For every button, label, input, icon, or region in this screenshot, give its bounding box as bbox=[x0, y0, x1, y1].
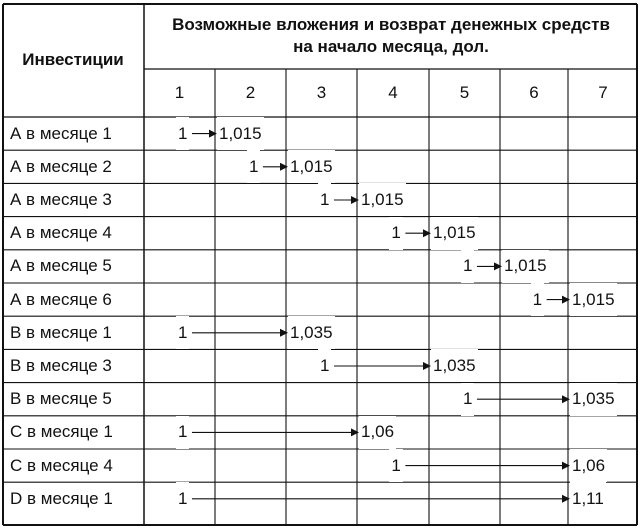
return-value: 1,015 bbox=[288, 150, 335, 183]
row-label: С в месяце 1 bbox=[10, 422, 113, 442]
invest-value: 1 bbox=[176, 117, 189, 150]
row-label: В в месяце 3 bbox=[10, 355, 112, 375]
invest-value: 1 bbox=[247, 150, 260, 183]
return-value: 1,06 bbox=[570, 449, 607, 482]
arrow-head-icon bbox=[562, 462, 570, 470]
column-number: 2 bbox=[245, 83, 256, 102]
row-label: В в месяце 5 bbox=[10, 389, 112, 409]
row-label: С в месяце 4 bbox=[10, 455, 113, 475]
invest-value: 1 bbox=[461, 383, 474, 416]
column-number: 1 bbox=[174, 83, 185, 102]
arrow-head-icon bbox=[351, 196, 359, 204]
column-number: 6 bbox=[529, 83, 539, 102]
row-label: А в месяце 1 bbox=[10, 123, 112, 143]
invest-value: 1 bbox=[389, 217, 402, 250]
invest-value: 1 bbox=[176, 416, 189, 449]
column-group-header-line1: Возможные вложения и возврат денежных средств bbox=[172, 15, 610, 34]
return-value: 1,015 bbox=[570, 283, 617, 316]
column-group-header-line2: на начало месяца, дол. bbox=[293, 37, 489, 56]
row-label: А в месяце 6 bbox=[10, 289, 112, 309]
return-value: 1,035 bbox=[288, 316, 335, 349]
return-value: 1,035 bbox=[431, 349, 478, 382]
invest-value: 1 bbox=[461, 250, 474, 283]
column-number: 5 bbox=[459, 83, 470, 102]
return-value: 1,015 bbox=[359, 183, 406, 216]
arrow-head-icon bbox=[562, 395, 570, 403]
arrow-head-icon bbox=[423, 362, 431, 370]
arrow-head-icon bbox=[280, 163, 288, 171]
column-number: 7 bbox=[598, 83, 608, 102]
arrow-head-icon bbox=[423, 229, 431, 237]
arrow-head-icon bbox=[562, 296, 570, 304]
return-value: 1,015 bbox=[217, 117, 264, 150]
return-value: 1,015 bbox=[502, 250, 549, 283]
invest-value: 1 bbox=[318, 349, 331, 382]
row-label: А в месяце 3 bbox=[10, 189, 112, 209]
row-label: В в месяце 1 bbox=[10, 322, 112, 342]
return-value: 1,015 bbox=[431, 217, 478, 250]
return-value: 1,035 bbox=[570, 383, 617, 416]
arrow-head-icon bbox=[351, 428, 359, 436]
invest-value: 1 bbox=[176, 482, 189, 515]
return-value: 1,11 bbox=[570, 482, 606, 515]
arrow-head-icon bbox=[209, 130, 217, 138]
invest-value: 1 bbox=[318, 183, 331, 216]
invest-value: 1 bbox=[531, 283, 544, 316]
column-number: 4 bbox=[388, 83, 398, 102]
invest-value: 1 bbox=[176, 316, 189, 349]
invest-value: 1 bbox=[389, 449, 402, 482]
column-number: 3 bbox=[316, 83, 327, 102]
row-label: А в месяце 4 bbox=[10, 223, 112, 243]
arrow-head-icon bbox=[562, 495, 570, 503]
row-label: D в месяце 1 bbox=[10, 488, 113, 508]
arrow-head-icon bbox=[494, 262, 502, 270]
column-group-header bbox=[144, 3, 638, 69]
investment-table bbox=[2, 3, 638, 526]
arrow-head-icon bbox=[280, 329, 288, 337]
row-header: Инвестиции bbox=[22, 50, 124, 69]
row-label: А в месяце 2 bbox=[10, 156, 112, 176]
row-label: А в месяце 5 bbox=[10, 256, 112, 276]
return-value: 1,06 bbox=[359, 416, 396, 449]
